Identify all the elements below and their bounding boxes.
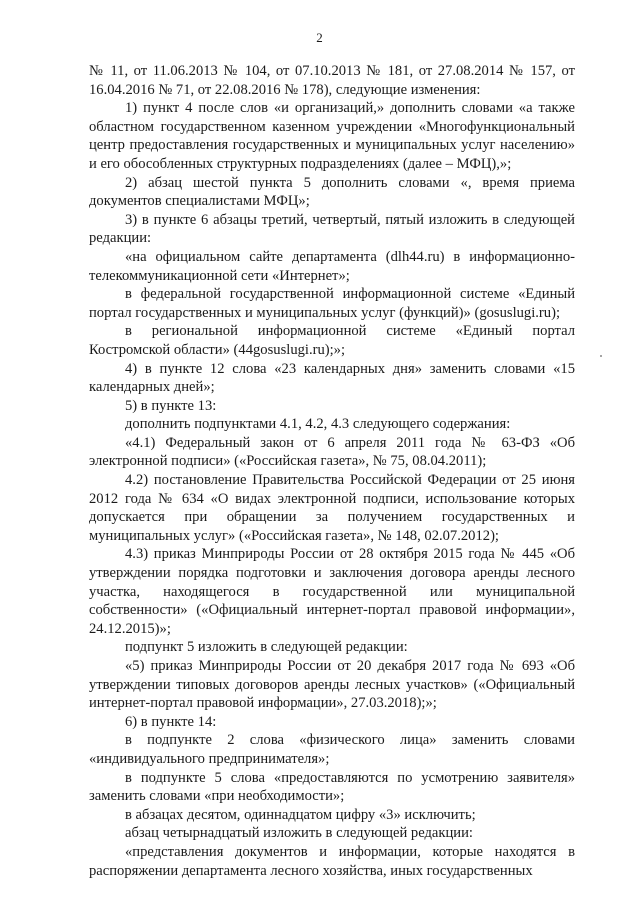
paragraph-item-3-site: «на официальном сайте департамента (dlh44.ru) в информационно-телекоммуникационной сети «Интернет»; [89, 248, 575, 284]
paragraph-item-6-abz-10-11: в абзацах десятом, одиннадцатом цифру «3» исключить; [125, 806, 476, 823]
paragraph-subitem-5-intro: подпункт 5 изложить в следующей редакции: [125, 639, 408, 656]
paragraph-item-6: 6) в пункте 14: [125, 713, 217, 730]
paragraph-subitem-4-1: «4.1) Федеральный закон от 6 апреля 2011 года № 63-ФЗ «Об электронной подписи» («Российская газета», № 75, 08.04.2011); [89, 434, 575, 470]
paragraph-item-6-sub-5: в подпункте 5 слова «предоставляются по усмотрению заявителя» заменить словами «при необходимости»; [89, 769, 575, 805]
paragraph-item-3: 3) в пункте 6 абзацы третий, четвертый, пятый изложить в следующей редакции: [89, 211, 575, 247]
paragraph-item-5-intro: дополнить подпунктами 4.1, 4.2, 4.3 следующего содержания: [125, 416, 511, 433]
paragraph-item-4: 4) в пункте 12 слова «23 календарных дня» заменить словами «15 календарных дней»; [89, 360, 575, 396]
paragraph-item-1: 1) пункт 4 после слов «и организаций,» дополнить словами «а также областном государственном казенном учреждении «Многофункциональный центр предоставления государственных и муниципальных услуг населению» и его обособленных структурных подразделениях (далее – МФЦ),»; [89, 100, 575, 172]
paragraph-item-6-sub-2: в подпункте 2 слова «физического лица» заменить словами «индивидуального предпринимателя»; [89, 732, 575, 767]
paragraph-item-3-federal-portal: в федеральной государственной информационной системе «Единый портал государственных и муниципальных услуг (функций)» (gosuslugi.ru); [89, 286, 575, 321]
paragraph-subitem-4-3: 4.3) приказ Минприроды России от 28 октября 2015 года № 445 «Об утверждении порядка подготовки и заключения договора аренды лесного участка, находящегося в государственной или муниципальной собственности» («Официальный интернет-портал правовой информации», 24.12.2015)»; [89, 546, 575, 637]
paragraph-subitem-4-2: 4.2) постановление Правительства Российской Федерации от 25 июня 2012 года № 634 «О видах электронной подписи, использование которых допускается при обращении за получением государственных и муниципальных услуг» («Российская газета», № 148, 02.07.2012); [89, 472, 575, 544]
scan-speck [600, 355, 602, 357]
page-number: 2 [316, 30, 323, 45]
paragraph-item-6-abz-14: абзац четырнадцатый изложить в следующей редакции: [125, 825, 473, 842]
document-body [89, 62, 575, 880]
paragraph-item-3-regional-portal: в региональной информационной системе «Единый портал Костромской области» (44gosuslugi.ru);»; [89, 323, 575, 358]
paragraph-item-6-abz-14-text: «представления документов и информации, которые находятся в распоряжении департамента лесного хозяйства, иных государственных [89, 843, 575, 879]
paragraph-continuation: № 11, от 11.06.2013 № 104, от 07.10.2013 № 181, от 27.08.2014 № 157, от 16.04.2016 № 71, от 22.08.2016 № 178), следующие изменения: [89, 63, 575, 98]
paragraph-item-5: 5) в пункте 13: [125, 397, 217, 414]
paragraph-subitem-5: «5) приказ Минприроды России от 20 декабря 2017 года № 693 «Об утверждении типовых договоров аренды лесных участков» («Официальный интернет-портал правовой информации», 27.03.2018);»; [89, 658, 575, 712]
paragraph-item-2: 2) абзац шестой пункта 5 дополнить словами «, время приема документов специалистами МФЦ»; [89, 174, 575, 210]
